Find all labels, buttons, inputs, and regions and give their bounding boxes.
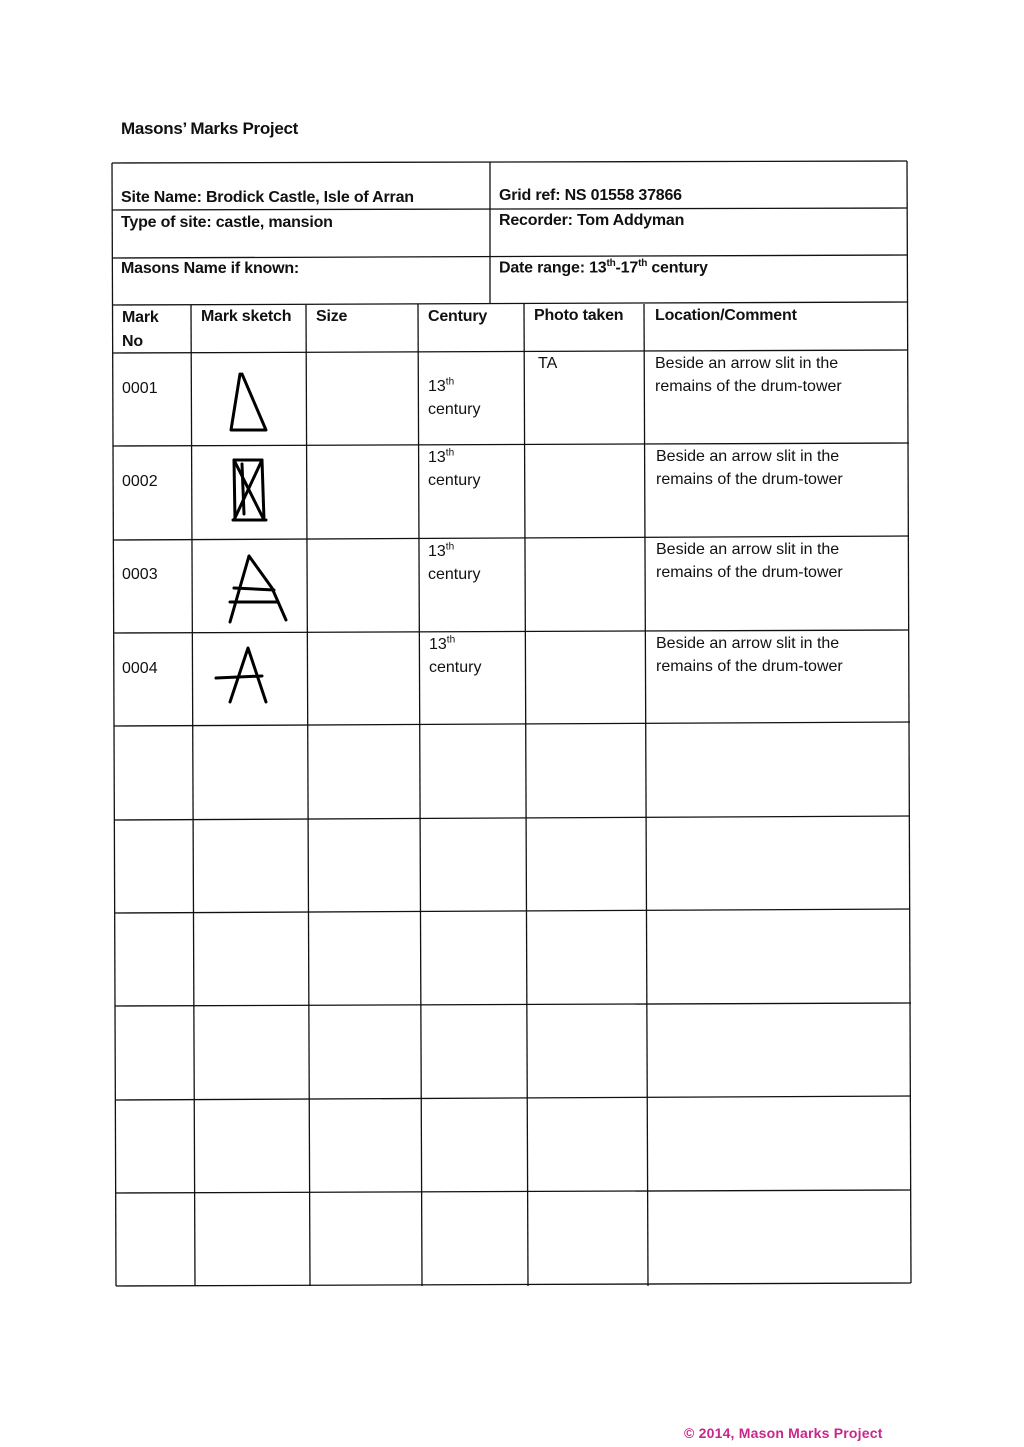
masons-name-label: Masons Name if known:: [121, 260, 300, 277]
comment-cell: [656, 445, 843, 491]
masons-name-row: [121, 260, 299, 278]
col-header-sketch: Mark sketch: [201, 308, 292, 325]
site-name-value: Brodick Castle, Isle of Arran: [205, 189, 414, 206]
century-ordinal: th: [445, 447, 455, 459]
century-number: 13: [429, 636, 447, 653]
grid-ref-value: NS 01558 37866: [564, 187, 682, 204]
date-range-start-sup: th: [606, 258, 616, 269]
comment-line: Beside an arrow slit in the: [656, 448, 840, 465]
century-word: century: [428, 472, 481, 489]
col-header-size: Size: [316, 308, 348, 325]
date-range-end: century: [651, 259, 708, 277]
century-number: 13: [428, 378, 446, 395]
hourglass-box-mark-icon: [226, 454, 272, 528]
date-range-start: 13: [589, 259, 607, 277]
tall-triangle-mark-icon: [222, 368, 272, 436]
century-ordinal: th: [445, 376, 455, 388]
recorder-row: [499, 212, 684, 230]
crossed-a-mark-icon: [210, 642, 276, 710]
century-number: 13: [428, 543, 446, 560]
col-header-photo: Photo taken: [534, 307, 624, 324]
comment-line: remains of the drum-tower: [655, 378, 842, 395]
col-header-mark-no: Mark No: [122, 309, 159, 350]
comment-line: Beside an arrow slit in the: [656, 541, 840, 558]
site-type-label: Type of site:: [121, 214, 212, 231]
mark-no-cell: 0002: [122, 473, 158, 490]
col-header-location: Location/Comment: [655, 307, 797, 324]
comment-line: remains of the drum-tower: [656, 564, 843, 581]
date-range-end-sup: th: [638, 258, 648, 269]
col-header-century: Century: [428, 308, 488, 325]
century-cell: [429, 633, 481, 679]
document-title: Masons’ Marks Project: [121, 119, 298, 138]
comment-cell: [656, 538, 843, 584]
comment-line: remains of the drum-tower: [656, 471, 843, 488]
century-cell: [428, 540, 480, 586]
site-type-value: castle, mansion: [215, 214, 333, 231]
century-cell: [428, 375, 480, 421]
date-range-row: [499, 258, 708, 277]
site-name-label: Site Name:: [121, 189, 202, 206]
double-bar-a-mark-icon: [220, 548, 292, 628]
comment-cell: [656, 632, 843, 678]
date-range-sep: -17: [615, 259, 639, 277]
century-word: century: [428, 401, 481, 418]
century-ordinal: th: [445, 541, 455, 553]
comment-line: Beside an arrow slit in the: [655, 355, 839, 372]
comment-line: Beside an arrow slit in the: [656, 635, 840, 652]
date-range-label: Date range:: [499, 259, 585, 277]
grid-ref-label: Grid ref:: [499, 187, 561, 204]
century-word: century: [429, 659, 482, 676]
recorder-value: Tom Addyman: [577, 212, 685, 229]
comment-line: remains of the drum-tower: [656, 658, 843, 675]
mark-no-cell: 0004: [122, 660, 158, 677]
site-name-row: [121, 189, 414, 207]
comment-cell: [655, 352, 842, 398]
recorder-label: Recorder:: [499, 212, 573, 229]
mark-no-cell: 0001: [122, 380, 158, 397]
site-type-row: [121, 214, 333, 232]
photo-cell: TA: [538, 355, 558, 372]
century-ordinal: th: [446, 634, 456, 646]
grid-ref-row: [499, 187, 682, 205]
century-word: century: [428, 566, 481, 583]
century-number: 13: [428, 449, 446, 466]
copyright-footer: © 2014, Mason Marks Project: [684, 1425, 883, 1441]
mark-no-cell: 0003: [122, 566, 158, 583]
century-cell: [428, 446, 480, 492]
